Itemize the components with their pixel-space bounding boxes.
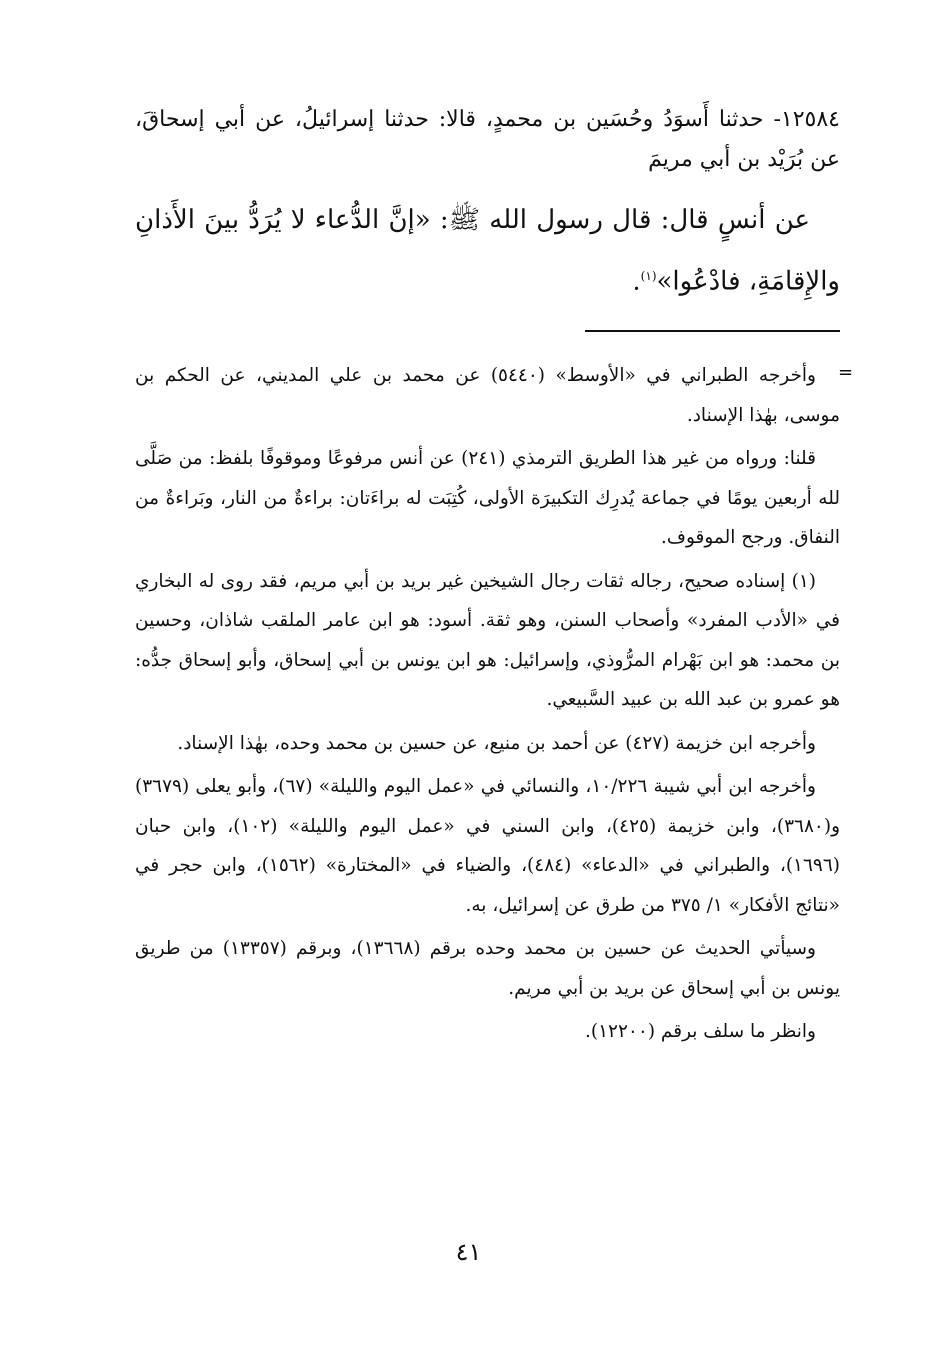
hadith-chain: ١٢٥٨٤- حدثنا أَسوَدُ وحُسَين بن محمدٍ، قالا: حدثنا إسرائيلُ، عن أبي إسحاقَ، عن بُرَيْد بن أبي مريمَ — [135, 107, 840, 172]
hadith-body-text: عن أنسٍ قال: قال رسول الله ﷺ: «إنَّ الدُّعاء لا يُرَدُّ بينَ الأَذانِ والإِقامَةِ، فادْعُوا» — [135, 205, 840, 297]
footnote-divider — [585, 330, 840, 332]
footnote-paragraph: وانظر ما سلف برقم (١٢٢٠٠). — [585, 1021, 816, 1042]
footnote-paragraph: وأخرجه ابن أبي شيبة ١٠/٢٢٦، والنسائي في «عمل اليوم والليلة» (٦٧)، وأبو يعلى (٣٦٧٩) و(٣٦٨٠)، وابن خزيمة (٤٢٥)، وابن السني في «عمل اليوم والليلة» (١٠٢)، وابن حبان (١٦٩٦)، والطبراني في «الدعاء» (٤٨٤)، والضياء في «المختارة» (١٥٦٢)، وابن حجر في «نتائج الأفكار» ١/ ٣٧٥ من طرق عن إسرائيل، به. — [135, 776, 841, 916]
footnote-paragraph: قلنا: ورواه من غير هذا الطريق الترمذي (٢٤١) عن أنس مرفوعًا وموقوفًا بلفظ: من صَلَّى لله أربعين يومًا في جماعة يُدرِك التكبيرَة الأولى، كُتِبَت له براءَتان: براءةٌ من النار، وبَراءةٌ من النفاق. ورجح الموقوف. — [135, 448, 840, 548]
hadith-main-text — [135, 100, 840, 310]
footnotes-section — [135, 356, 840, 1056]
footnote-reference: (١) — [640, 269, 657, 283]
footnote-paragraph: (١) إسناده صحيح، رجاله ثقات رجال الشيخين غير بريد بن أبي مريم، فقد روى له البخاري في «الأدب المفرد» وأصحاب السنن، وهو ثقة. أسود: هو ابن عامر الملقب شاذان، وحسين بن محمد: هو ابن بَهْرام المرُّوذي، وإسرائيل: هو ابن يونس بن أبي إسحاق، وأبو إسحاق جدُّه: هو عمرو بن عبد الله بن عبيد السَّبيعي. — [135, 570, 840, 710]
footnote-paragraph: وسيأتي الحديث عن حسين بن محمد وحده برقم (١٣٦٦٨)، وبرقم (١٣٣٥٧) من طريق يونس بن أبي إسحاق عن بريد بن أبي مريم. — [135, 938, 840, 999]
footnote-paragraph: وأخرجه ابن خزيمة (٤٢٧) عن أحمد بن منيع، عن حسين بن محمد وحده، بهٰذا الإسناد. — [177, 732, 816, 754]
hadith-matn — [135, 192, 840, 310]
hadith-end-punctuation: . — [632, 266, 641, 297]
continuation-mark: = — [838, 362, 854, 383]
footnote-paragraph: وأخرجه الطبراني في «الأوسط» (٥٤٤٠) عن محمد بن علي المديني، عن الحكم بن موسى، بهٰذا الإسناد. — [135, 365, 840, 426]
page-number: ٤١ — [455, 1238, 482, 1266]
